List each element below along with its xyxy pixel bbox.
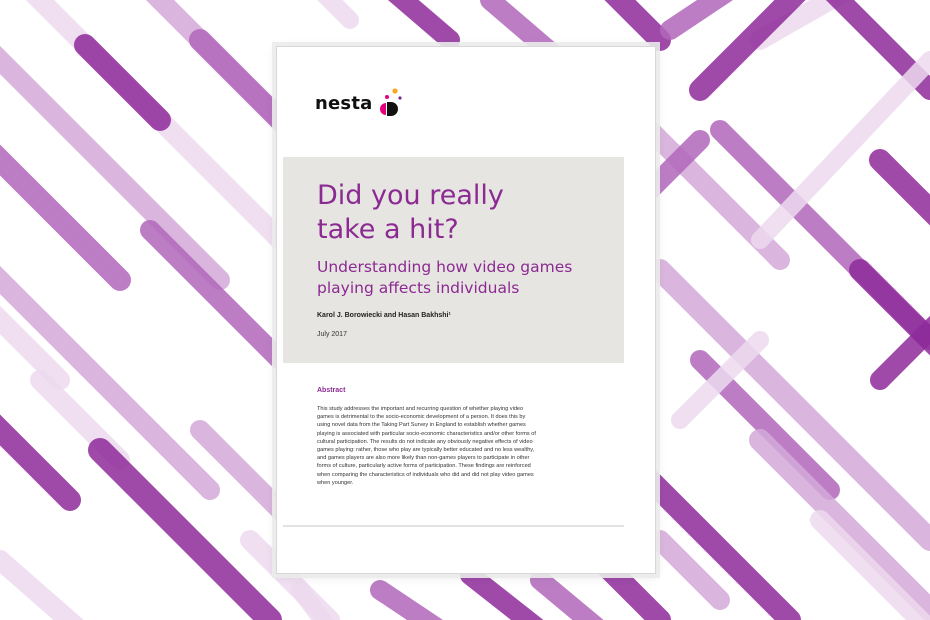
abstract-line: games is detrimental to the socio-economic development of a person. It does this by	[317, 414, 526, 421]
footer-divider	[283, 525, 624, 527]
abstract-line: and games players are also more likely than non-games players to participate in other	[317, 455, 530, 462]
background-stripe	[85, 45, 160, 120]
abstract-line: playing is associated with particular socio-economic characteristics and/or other forms of	[317, 430, 536, 437]
title-panel	[283, 157, 624, 363]
report-subtitle	[317, 257, 617, 299]
background-stripe	[380, 590, 440, 620]
nesta-logo-mark-icon	[377, 86, 403, 120]
background-stripe	[380, 0, 450, 40]
abstract-line: forms of culture, particularly active forms of participation. These findings are reinforced	[317, 463, 531, 470]
report-title	[317, 179, 617, 247]
abstract-line: games playing: rather, those who play are typically better educated and no less wealthy,	[317, 447, 535, 454]
abstract-line: cultural participation. The results do not indicate any obviously negative effects of video	[317, 438, 533, 445]
report-cover-page	[276, 46, 656, 574]
background-stripe	[760, 60, 930, 240]
abstract-line: using novel data from the Taking Part Survey in England to establish whether games	[317, 422, 526, 429]
abstract-text	[317, 405, 587, 487]
logo-wordmark: nesta	[315, 92, 373, 114]
background-stripe	[0, 560, 80, 620]
background-stripe	[880, 160, 930, 230]
background-stripe	[670, 0, 760, 30]
abstract-line: This study addresses the important and recurring question of whether playing video	[317, 406, 524, 412]
abstract-heading: Abstract	[317, 387, 346, 394]
authors: Karol J. Borowiecki and Hasan Bakhshi¹	[317, 312, 451, 319]
background-stripe	[540, 580, 600, 620]
publication-date: July 2017	[317, 331, 347, 338]
background-stripe	[470, 575, 540, 620]
background-stripe	[0, 420, 70, 500]
background-stripe	[600, 0, 660, 40]
abstract-line: when younger.	[317, 479, 354, 486]
background-stripe	[320, 0, 350, 20]
abstract-line: when comparing the characteristics of individuals who did and did not play video games	[317, 471, 534, 478]
subtitle-line: Understanding how video games	[317, 258, 573, 276]
title-line: take a hit?	[317, 214, 459, 245]
background-stripe	[150, 230, 280, 360]
subtitle-line: playing affects individuals	[317, 279, 520, 297]
nesta-logo	[315, 83, 403, 123]
title-line: Did you really	[317, 180, 504, 211]
